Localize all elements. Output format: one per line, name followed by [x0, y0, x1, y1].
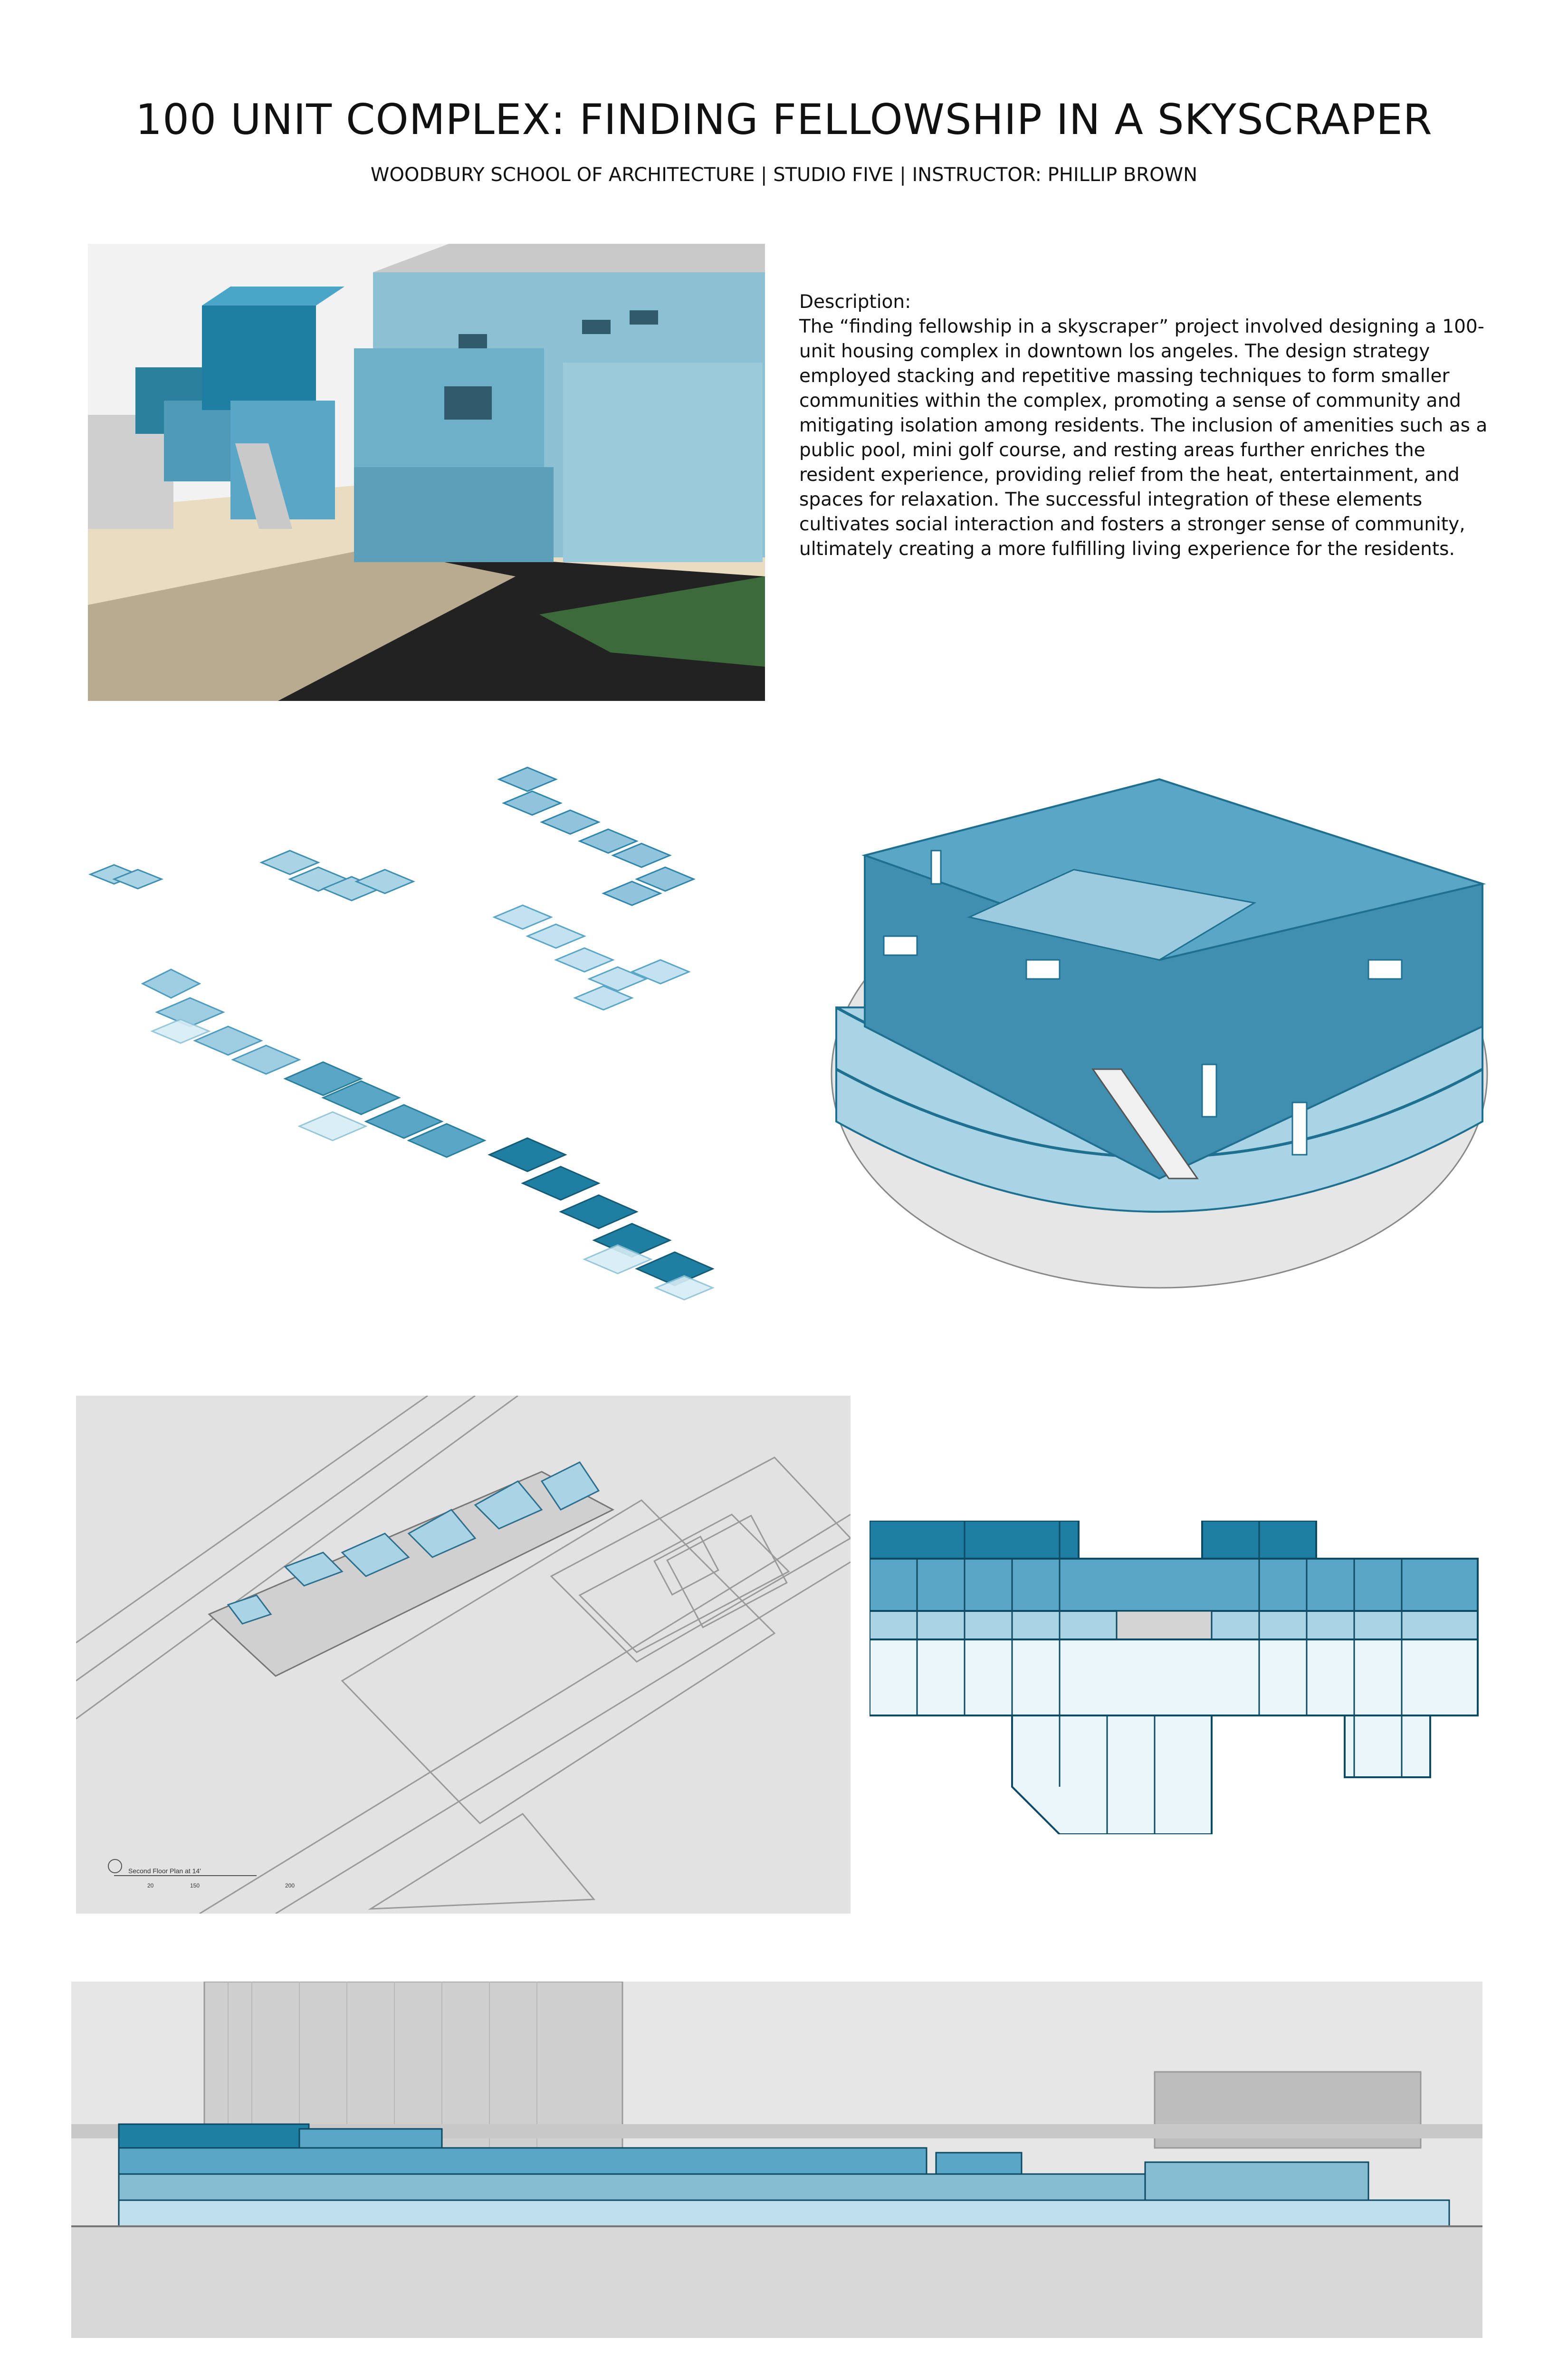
project-description: [799, 290, 1493, 562]
floor-plan: [870, 1521, 1487, 1834]
scale-label-0: 20: [147, 1882, 154, 1889]
exterior-render: [88, 244, 765, 701]
scale-label-2: 200: [285, 1882, 295, 1889]
description-heading: Description:: [799, 291, 911, 313]
description-body: The “finding fellowship in a skyscraper” project involved designing a 100-unit housing complex in downtown los angeles. The design strategy employed stacking and repetitive massing techniques to form smaller communities within the complex, promoting a sense of community and mitigating isolation among residents. The inclusion of amenities such as a public pool, mini golf course, and resting areas further enriches the resident experience, providing relief from the heat, entertainment, and spaces for relaxation. The successful integration of these elements cultivates social interaction and fosters a stronger sense of community, ultimately creating a more fulfilling living experience for the residents.: [799, 316, 1488, 560]
page-subtitle: WOODBURY SCHOOL OF ARCHITECTURE | STUDIO FIVE | INSTRUCTOR: PHILLIP BROWN: [370, 164, 1198, 186]
building-section: [71, 1982, 1482, 2338]
scale-label-1: 150: [190, 1882, 200, 1889]
page-title: 100 UNIT COMPLEX: FINDING FELLOWSHIP IN A SKYSCRAPER: [135, 95, 1433, 144]
site-plan-caption: Second Floor Plan at 14': [128, 1867, 201, 1875]
site-plan: [76, 1396, 851, 1914]
massing-diagram: [86, 746, 751, 1312]
section-axonometric: [827, 760, 1492, 1326]
